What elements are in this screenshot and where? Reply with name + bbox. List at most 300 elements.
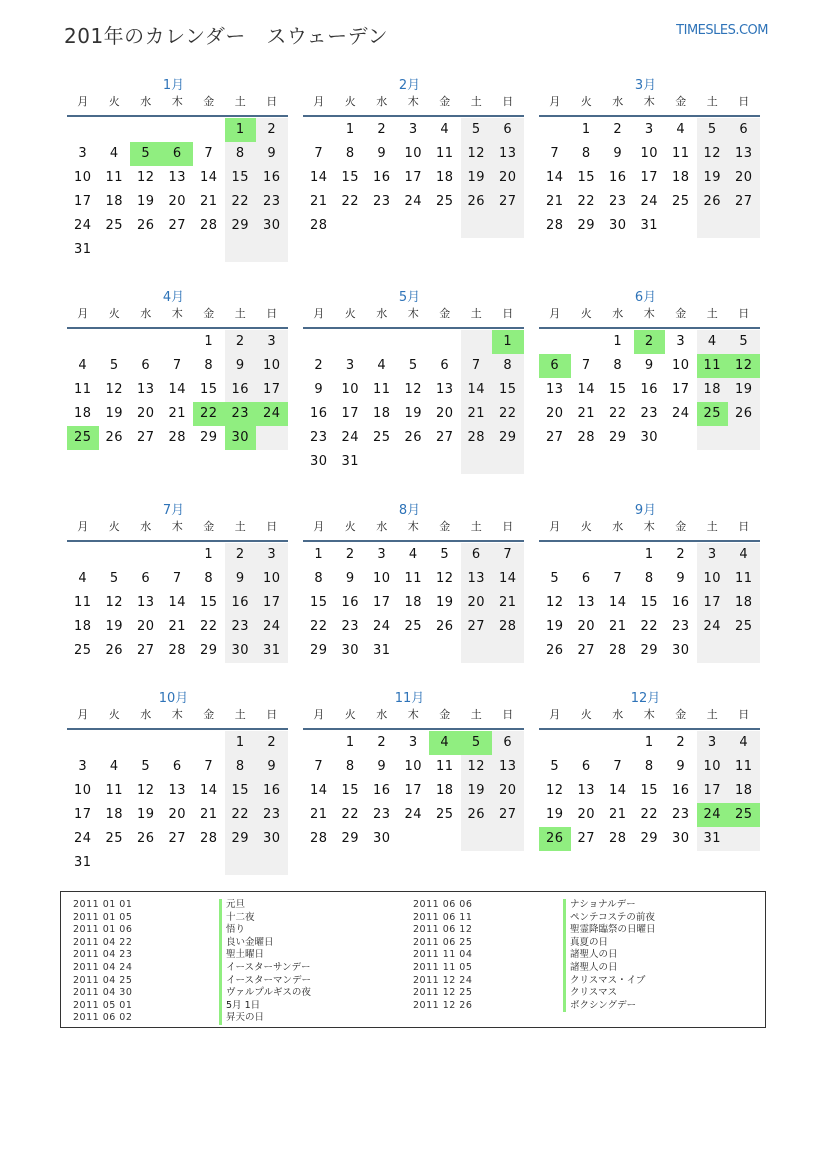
empty-cell — [99, 118, 131, 142]
month-name: 3月 — [634, 78, 657, 93]
day-cell: 12 — [697, 142, 729, 166]
weekday-label: 火 — [344, 95, 356, 108]
legend-dates-right — [413, 899, 472, 1012]
empty-cell — [67, 543, 99, 567]
day-cell: 9 — [256, 142, 288, 166]
empty-cell — [571, 731, 603, 755]
weekday-label: 木 — [643, 708, 655, 721]
empty-cell — [335, 214, 367, 238]
day-cell: 7 — [204, 759, 214, 774]
day-cell: 27 — [136, 643, 155, 658]
day-cell: 10 — [256, 354, 288, 378]
day-cell: 4 — [408, 547, 418, 562]
weekday-label: 水 — [376, 520, 388, 533]
weekday-label: 木 — [171, 520, 183, 533]
empty-cell — [429, 450, 461, 474]
weekday-label: 月 — [313, 95, 325, 108]
weekday-label: 金 — [203, 520, 215, 533]
empty-cell — [728, 639, 760, 663]
day-cell: 25 — [728, 615, 760, 639]
day-cell: 19 — [461, 166, 493, 190]
empty-cell — [225, 851, 257, 875]
day-cell: 25 — [435, 194, 454, 209]
day-cell: 31 — [640, 218, 659, 233]
day-cell: 24 — [372, 619, 391, 634]
holiday-date: 2011 01 05 — [73, 911, 133, 923]
day-cell: 10 — [697, 567, 729, 591]
weekday-label: 月 — [77, 95, 89, 108]
weekday-label: 水 — [612, 520, 624, 533]
day-cell: 21 — [199, 807, 218, 822]
site-link[interactable]: TIMESLES.COM — [676, 23, 768, 38]
empty-cell — [303, 731, 335, 755]
weekday-label: 木 — [407, 307, 419, 320]
month-name: 9月 — [634, 503, 657, 518]
day-cell: 8 — [581, 146, 591, 161]
empty-cell — [398, 450, 430, 474]
day-cell: 21 — [577, 406, 596, 421]
day-cell: 6 — [141, 358, 151, 373]
day-cell: 30 — [640, 430, 659, 445]
day-cell: 6 — [492, 118, 524, 142]
day-cell: 21 — [545, 194, 564, 209]
day-cell: 20 — [492, 166, 524, 190]
month-block — [539, 74, 760, 238]
day-cell: 27 — [492, 190, 524, 214]
day-cell: 23 — [671, 619, 690, 634]
day-cell: 10 — [640, 146, 659, 161]
weekday-label: 土 — [234, 520, 246, 533]
day-cell: 3 — [697, 731, 729, 755]
empty-cell — [130, 731, 162, 755]
day-cell: 30 — [341, 643, 360, 658]
day-cell: 30 — [608, 218, 627, 233]
day-cell: 13 — [492, 142, 524, 166]
legend-dates-left — [73, 899, 132, 1025]
day-cell: 15 — [492, 378, 524, 402]
weekday-label: 火 — [580, 708, 592, 721]
day-cell: 5 — [109, 358, 119, 373]
day-cell: 28 — [199, 831, 218, 846]
day-cell: 11 — [728, 567, 760, 591]
holiday-name: 5月 1日 — [219, 1000, 311, 1013]
day-cell: 23 — [671, 807, 690, 822]
day-cell: 20 — [136, 619, 155, 634]
holiday-day: 25 — [728, 803, 760, 827]
holiday-day: 30 — [225, 426, 257, 450]
day-cell: 18 — [73, 406, 92, 421]
day-cell: 4 — [109, 759, 119, 774]
day-cell: 11 — [105, 170, 124, 185]
day-cell: 29 — [640, 831, 659, 846]
empty-cell — [429, 214, 461, 238]
day-cell: 18 — [105, 194, 124, 209]
weekday-label: 日 — [502, 95, 514, 108]
empty-cell — [602, 731, 634, 755]
day-cell: 28 — [309, 831, 328, 846]
day-cell: 15 — [341, 170, 360, 185]
month-block — [303, 499, 524, 663]
day-cell: 18 — [728, 779, 760, 803]
empty-cell — [366, 450, 398, 474]
weekday-label: 木 — [643, 95, 655, 108]
empty-cell — [461, 450, 493, 474]
empty-cell — [162, 118, 194, 142]
day-cell: 14 — [168, 382, 187, 397]
empty-cell — [162, 731, 194, 755]
day-cell: 6 — [581, 571, 591, 586]
weekday-label: 金 — [439, 307, 451, 320]
day-cell: 1 — [204, 334, 214, 349]
day-cell: 27 — [577, 643, 596, 658]
day-cell: 19 — [404, 406, 423, 421]
day-cell: 17 — [640, 170, 659, 185]
legend-names-left — [219, 899, 311, 1025]
day-cell: 1 — [225, 731, 257, 755]
holiday-date: 2011 04 25 — [73, 974, 133, 986]
day-cell: 16 — [372, 170, 391, 185]
day-grid — [67, 731, 288, 875]
weekday-label: 土 — [470, 708, 482, 721]
day-grid — [67, 543, 288, 663]
day-cell: 6 — [581, 759, 591, 774]
day-cell: 30 — [372, 831, 391, 846]
day-cell: 31 — [697, 827, 729, 851]
day-cell: 3 — [377, 547, 387, 562]
day-cell: 1 — [345, 122, 355, 137]
day-cell: 16 — [671, 783, 690, 798]
empty-cell — [728, 214, 760, 238]
day-cell: 7 — [172, 571, 182, 586]
empty-cell — [162, 238, 194, 262]
holiday-date: 2011 12 24 — [413, 974, 473, 986]
day-cell: 9 — [225, 567, 257, 591]
day-cell: 8 — [644, 571, 654, 586]
month-block — [303, 687, 524, 851]
day-cell: 10 — [697, 755, 729, 779]
day-cell: 24 — [697, 615, 729, 639]
day-cell: 22 — [225, 803, 257, 827]
day-cell: 6 — [728, 118, 760, 142]
day-cell: 23 — [608, 194, 627, 209]
day-cell: 16 — [640, 382, 659, 397]
weekday-label: 金 — [675, 708, 687, 721]
day-cell: 2 — [377, 735, 387, 750]
day-cell: 23 — [341, 619, 360, 634]
empty-cell — [429, 330, 461, 354]
day-cell: 14 — [309, 170, 328, 185]
day-cell: 12 — [545, 783, 564, 798]
day-cell: 26 — [461, 190, 493, 214]
day-cell: 3 — [256, 330, 288, 354]
day-cell: 15 — [225, 166, 257, 190]
weekday-label: 日 — [266, 307, 278, 320]
day-cell: 19 — [105, 619, 124, 634]
day-cell: 20 — [461, 591, 493, 615]
day-cell: 11 — [671, 146, 690, 161]
holiday-day: 24 — [697, 803, 729, 827]
holiday-date: 2011 11 04 — [413, 949, 473, 961]
empty-cell — [539, 543, 571, 567]
empty-cell — [162, 543, 194, 567]
day-cell: 27 — [168, 218, 187, 233]
day-cell: 2 — [676, 547, 686, 562]
day-cell: 28 — [545, 218, 564, 233]
day-grid — [539, 118, 760, 238]
empty-cell — [665, 214, 697, 238]
day-grid — [303, 731, 524, 851]
day-cell: 11 — [73, 595, 92, 610]
day-cell: 2 — [256, 118, 288, 142]
day-cell: 25 — [372, 430, 391, 445]
day-cell: 4 — [676, 122, 686, 137]
holiday-date: 2011 04 24 — [73, 961, 133, 973]
empty-cell — [130, 330, 162, 354]
weekday-label: 木 — [643, 307, 655, 320]
month-name: 8月 — [398, 503, 421, 518]
day-cell: 20 — [577, 807, 596, 822]
weekday-label: 月 — [313, 307, 325, 320]
day-cell: 27 — [168, 831, 187, 846]
day-cell: 7 — [550, 146, 560, 161]
empty-cell — [728, 426, 760, 450]
day-cell: 28 — [168, 643, 187, 658]
day-cell: 9 — [613, 146, 623, 161]
empty-cell — [697, 426, 729, 450]
weekday-header — [539, 520, 760, 542]
day-cell: 26 — [136, 831, 155, 846]
day-cell: 17 — [372, 595, 391, 610]
month-name: 6月 — [634, 290, 657, 305]
day-cell: 31 — [73, 242, 92, 257]
month-name: 4月 — [162, 290, 185, 305]
day-cell: 9 — [676, 571, 686, 586]
day-cell: 11 — [435, 146, 454, 161]
holiday-name: 良い金曜日 — [219, 937, 311, 950]
weekday-label: 日 — [266, 708, 278, 721]
weekday-label: 月 — [77, 520, 89, 533]
day-cell: 12 — [435, 571, 454, 586]
day-cell: 30 — [225, 639, 257, 663]
holiday-day: 1 — [225, 118, 257, 142]
weekday-label: 日 — [266, 95, 278, 108]
day-cell: 6 — [461, 543, 493, 567]
day-cell: 13 — [168, 783, 187, 798]
empty-cell — [162, 851, 194, 875]
day-cell: 20 — [492, 779, 524, 803]
holiday-day: 11 — [697, 354, 729, 378]
day-cell: 7 — [461, 354, 493, 378]
day-cell: 1 — [581, 122, 591, 137]
day-cell: 1 — [204, 547, 214, 562]
weekday-label: 火 — [108, 95, 120, 108]
day-cell: 16 — [309, 406, 328, 421]
empty-cell — [67, 330, 99, 354]
day-cell: 1 — [644, 547, 654, 562]
day-cell: 21 — [608, 619, 627, 634]
day-cell: 28 — [199, 218, 218, 233]
weekday-label: 土 — [234, 95, 246, 108]
empty-cell — [193, 851, 225, 875]
day-cell: 15 — [577, 170, 596, 185]
day-cell: 16 — [225, 378, 257, 402]
weekday-label: 日 — [738, 708, 750, 721]
day-cell: 7 — [172, 358, 182, 373]
day-cell: 17 — [404, 783, 423, 798]
day-cell: 14 — [608, 783, 627, 798]
empty-cell — [99, 330, 131, 354]
empty-cell — [398, 214, 430, 238]
day-cell: 13 — [168, 170, 187, 185]
holiday-name: ペンテコステの前夜 — [563, 912, 656, 925]
day-cell: 15 — [640, 595, 659, 610]
day-cell: 7 — [314, 759, 324, 774]
weekday-label: 水 — [376, 307, 388, 320]
weekday-label: 金 — [203, 307, 215, 320]
day-cell: 16 — [225, 591, 257, 615]
empty-cell — [492, 450, 524, 474]
month-block — [539, 687, 760, 851]
day-cell: 4 — [728, 731, 760, 755]
day-cell: 18 — [671, 170, 690, 185]
day-cell: 29 — [225, 827, 257, 851]
holiday-day: 23 — [225, 402, 257, 426]
weekday-header — [539, 708, 760, 730]
day-cell: 8 — [345, 146, 355, 161]
weekday-label: 月 — [549, 307, 561, 320]
day-grid — [303, 118, 524, 238]
day-cell: 9 — [644, 358, 654, 373]
weekday-label: 土 — [706, 307, 718, 320]
day-cell: 20 — [435, 406, 454, 421]
holiday-name: 真夏の日 — [563, 937, 656, 950]
day-cell: 21 — [492, 591, 524, 615]
day-cell: 26 — [697, 190, 729, 214]
weekday-header — [67, 708, 288, 730]
holiday-day: 24 — [256, 402, 288, 426]
empty-cell — [461, 330, 493, 354]
holiday-name: ヴァルプルギスの夜 — [219, 987, 311, 1000]
day-cell: 26 — [404, 430, 423, 445]
weekday-label: 木 — [407, 95, 419, 108]
empty-cell — [99, 238, 131, 262]
day-cell: 14 — [309, 783, 328, 798]
day-cell: 21 — [168, 619, 187, 634]
weekday-label: 火 — [344, 708, 356, 721]
holiday-day: 6 — [162, 142, 194, 166]
day-cell: 17 — [404, 170, 423, 185]
month-block — [539, 286, 760, 450]
holiday-day: 22 — [193, 402, 225, 426]
day-cell: 28 — [461, 426, 493, 450]
empty-cell — [697, 214, 729, 238]
holiday-name: 聖霊降臨祭の日曜日 — [563, 924, 656, 937]
day-cell: 24 — [671, 406, 690, 421]
day-cell: 7 — [613, 571, 623, 586]
holiday-name: イースターマンデー — [219, 975, 311, 988]
day-cell: 7 — [492, 543, 524, 567]
day-cell: 2 — [225, 543, 257, 567]
day-cell: 10 — [73, 783, 92, 798]
day-cell: 17 — [256, 591, 288, 615]
day-cell: 29 — [341, 831, 360, 846]
weekday-label: 水 — [612, 95, 624, 108]
day-cell: 3 — [78, 759, 88, 774]
empty-cell — [99, 851, 131, 875]
weekday-label: 土 — [234, 708, 246, 721]
empty-cell — [67, 118, 99, 142]
day-cell: 7 — [314, 146, 324, 161]
day-cell: 4 — [697, 330, 729, 354]
weekday-label: 木 — [407, 708, 419, 721]
month-block — [303, 74, 524, 238]
day-grid — [303, 543, 524, 663]
day-cell: 14 — [168, 595, 187, 610]
empty-cell — [461, 827, 493, 851]
day-cell: 21 — [199, 194, 218, 209]
empty-cell — [492, 214, 524, 238]
day-cell: 8 — [204, 358, 214, 373]
day-cell: 12 — [136, 170, 155, 185]
day-cell: 3 — [78, 146, 88, 161]
month-name: 5月 — [398, 290, 421, 305]
day-cell: 26 — [105, 643, 124, 658]
day-cell: 19 — [136, 194, 155, 209]
day-cell: 3 — [408, 735, 418, 750]
day-cell: 19 — [461, 779, 493, 803]
day-grid — [67, 118, 288, 262]
empty-cell — [335, 330, 367, 354]
day-cell: 11 — [372, 382, 391, 397]
empty-cell — [697, 639, 729, 663]
day-cell: 26 — [435, 619, 454, 634]
day-cell: 13 — [435, 382, 454, 397]
day-cell: 23 — [225, 615, 257, 639]
weekday-label: 日 — [502, 520, 514, 533]
day-cell: 8 — [644, 759, 654, 774]
day-cell: 22 — [341, 807, 360, 822]
day-cell: 25 — [73, 643, 92, 658]
weekday-header — [303, 708, 524, 730]
day-cell: 22 — [640, 807, 659, 822]
weekday-label: 金 — [675, 95, 687, 108]
day-cell: 14 — [608, 595, 627, 610]
empty-cell — [99, 543, 131, 567]
holiday-date: 2011 01 01 — [73, 899, 133, 910]
weekday-label: 火 — [580, 95, 592, 108]
month-name: 10月 — [158, 691, 189, 706]
day-cell: 24 — [341, 430, 360, 445]
day-cell: 17 — [73, 807, 92, 822]
day-cell: 8 — [225, 142, 257, 166]
holiday-name: ボクシングデー — [563, 1000, 656, 1013]
day-cell: 4 — [440, 122, 450, 137]
empty-cell — [728, 827, 760, 851]
day-cell: 5 — [728, 330, 760, 354]
day-cell: 5 — [141, 759, 151, 774]
empty-cell — [539, 731, 571, 755]
day-cell: 12 — [136, 783, 155, 798]
empty-cell — [461, 639, 493, 663]
weekday-label: 月 — [313, 520, 325, 533]
day-cell: 23 — [309, 430, 328, 445]
day-cell: 30 — [256, 214, 288, 238]
weekday-label: 土 — [470, 95, 482, 108]
weekday-header — [67, 307, 288, 329]
day-cell: 4 — [78, 571, 88, 586]
day-cell: 10 — [671, 358, 690, 373]
day-cell: 19 — [697, 166, 729, 190]
